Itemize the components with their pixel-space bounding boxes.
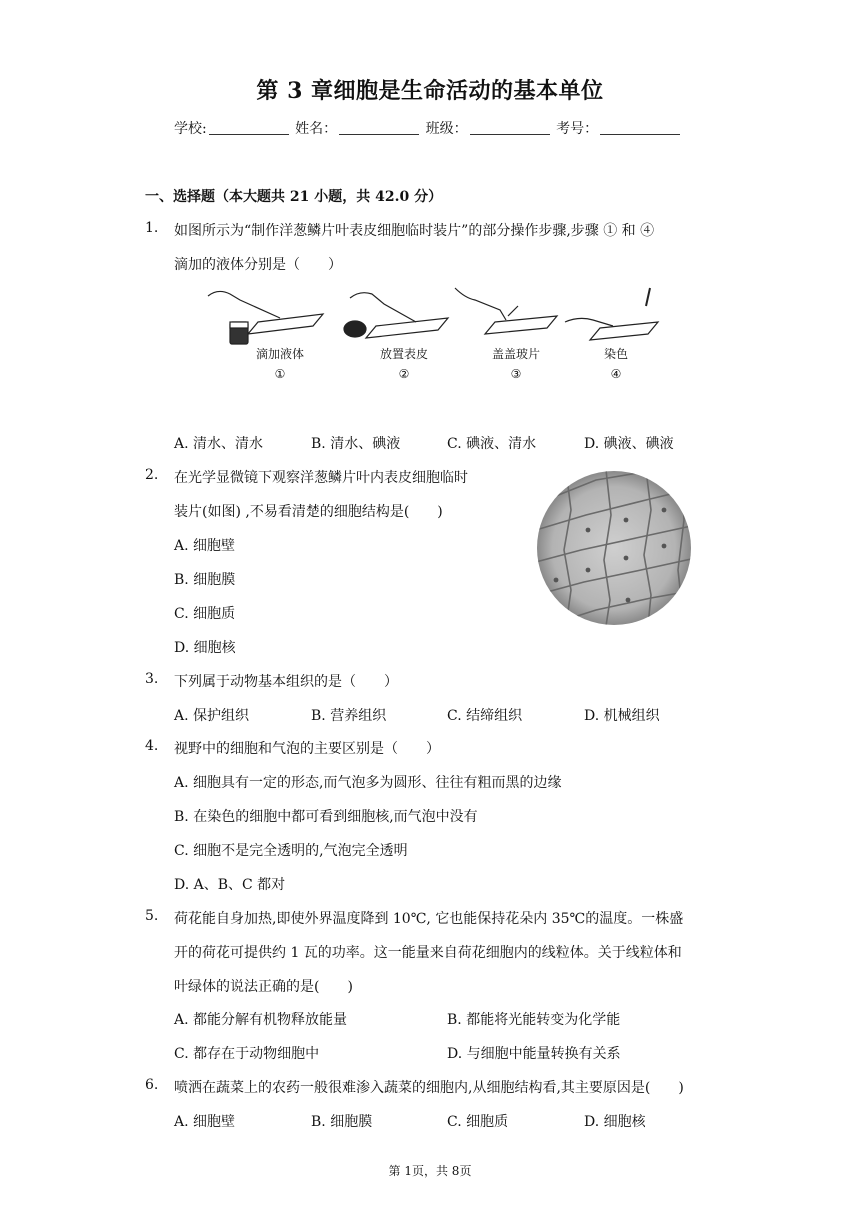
question-4-line-1: 视野中的细胞和气泡的主要区别是（ ） — [174, 741, 440, 757]
exam-no-label: 考号： — [556, 121, 599, 137]
exam-no-blank — [600, 120, 680, 135]
name-label: 姓名： — [295, 121, 338, 137]
step-3-number: ③ — [510, 367, 522, 381]
procedure-figure — [200, 282, 670, 392]
question-2-option-c: C. 细胞质 — [174, 606, 236, 622]
question-3-number: 3. — [145, 671, 159, 687]
question-1-number: 1. — [145, 220, 159, 236]
question-5-option-c: C. 都存在于动物细胞中 — [174, 1046, 320, 1062]
question-4-option-a: A. 细胞具有一定的形态,而气泡多为圆形、往往有粗而黑的边缘 — [174, 775, 562, 791]
question-1-line-1: 如图所示为“制作洋葱鳞片叶表皮细胞临时装片”的部分操作步骤,步骤 ① 和 ④ — [174, 223, 655, 239]
question-6-option-d: D. 细胞核 — [584, 1114, 646, 1130]
question-4-number: 4. — [145, 738, 159, 754]
question-3-option-d: D. 机械组织 — [584, 708, 660, 724]
question-4-option-c: C. 细胞不是完全透明的,气泡完全透明 — [174, 843, 408, 859]
question-1-option-b: B. 清水、碘液 — [311, 436, 401, 452]
question-5-number: 5. — [145, 908, 159, 924]
question-3-option-a: A. 保护组织 — [174, 708, 250, 724]
page-title: 第 3 章细胞是生命活动的基本单位 — [256, 78, 604, 104]
question-2-number: 2. — [145, 467, 159, 483]
question-5-option-a: A. 都能分解有机物释放能量 — [174, 1012, 348, 1028]
question-6-option-a: A. 细胞壁 — [174, 1114, 236, 1130]
caption-3: 盖盖玻片 — [491, 347, 541, 361]
question-3-option-b: B. 营养组织 — [311, 708, 387, 724]
page-footer: 第 1页，共 8页 — [388, 1164, 472, 1178]
question-2-line-2: 装片(如图) ,不易看清楚的细胞结构是( ) — [174, 504, 443, 520]
question-6-option-b: B. 细胞膜 — [311, 1114, 373, 1130]
question-6-option-c: C. 细胞质 — [447, 1114, 509, 1130]
step-1-number: ① — [274, 367, 286, 381]
hand-dropper-1 — [208, 291, 280, 318]
question-5-line-3: 叶绿体的说法正确的是( ) — [174, 979, 353, 995]
class-blank — [470, 120, 550, 135]
question-2-option-a: A. 细胞壁 — [174, 538, 236, 554]
caption-1: 滴加液体 — [255, 347, 305, 361]
question-4-option-b: B. 在染色的细胞中都可看到细胞核,而气泡中没有 — [174, 809, 478, 825]
question-2-option-b: B. 细胞膜 — [174, 572, 236, 588]
question-1-option-a: A. 清水、清水 — [174, 436, 264, 452]
section-heading: 一、选择题（本大题共 21 小题，共 42.0 分） — [145, 189, 443, 205]
question-5-option-b: B. 都能将光能转变为化学能 — [447, 1012, 621, 1028]
name-blank — [339, 120, 419, 135]
question-3-option-c: C. 结缔组织 — [447, 708, 523, 724]
question-5-option-d: D. 与细胞中能量转换有关系 — [447, 1046, 621, 1062]
caption-2: 放置表皮 — [379, 347, 429, 361]
question-6-number: 6. — [145, 1077, 159, 1093]
question-4-option-d: D. A、B、C 都对 — [174, 877, 286, 893]
microscope-view-image — [536, 470, 692, 626]
question-3-line-1: 下列属于动物基本组织的是（ ） — [174, 674, 398, 690]
question-2-line-1: 在光学显微镜下观察洋葱鳞片叶内表皮细胞临时 — [174, 470, 468, 486]
step-4-number: ④ — [610, 367, 622, 381]
school-label: 学校: — [174, 121, 207, 137]
question-5-line-1: 荷花能自身加热,即使外界温度降到 10℃, 它也能保持花朵内 35℃的温度。一株盛 — [174, 911, 684, 927]
question-2-option-d: D. 细胞核 — [174, 640, 236, 656]
question-1-line-2: 滴加的液体分别是（ ） — [174, 257, 342, 273]
step-2-number: ② — [398, 367, 410, 381]
school-blank — [209, 120, 289, 135]
caption-4: 染色 — [603, 347, 629, 361]
question-6-line-1: 喷洒在蔬菜上的农药一般很难渗入蔬菜的细胞内,从细胞结构看,其主要原因是( ) — [174, 1080, 684, 1096]
student-info-line — [174, 118, 682, 138]
question-1-option-c: C. 碘液、清水 — [447, 436, 537, 452]
question-5-line-2: 开的荷花可提供约 1 瓦的功率。这一能量来自荷花细胞内的线粒体。关于线粒体和 — [174, 945, 682, 961]
question-1-option-d: D. 碘液、碘液 — [584, 436, 674, 452]
class-label: 班级： — [425, 121, 468, 137]
